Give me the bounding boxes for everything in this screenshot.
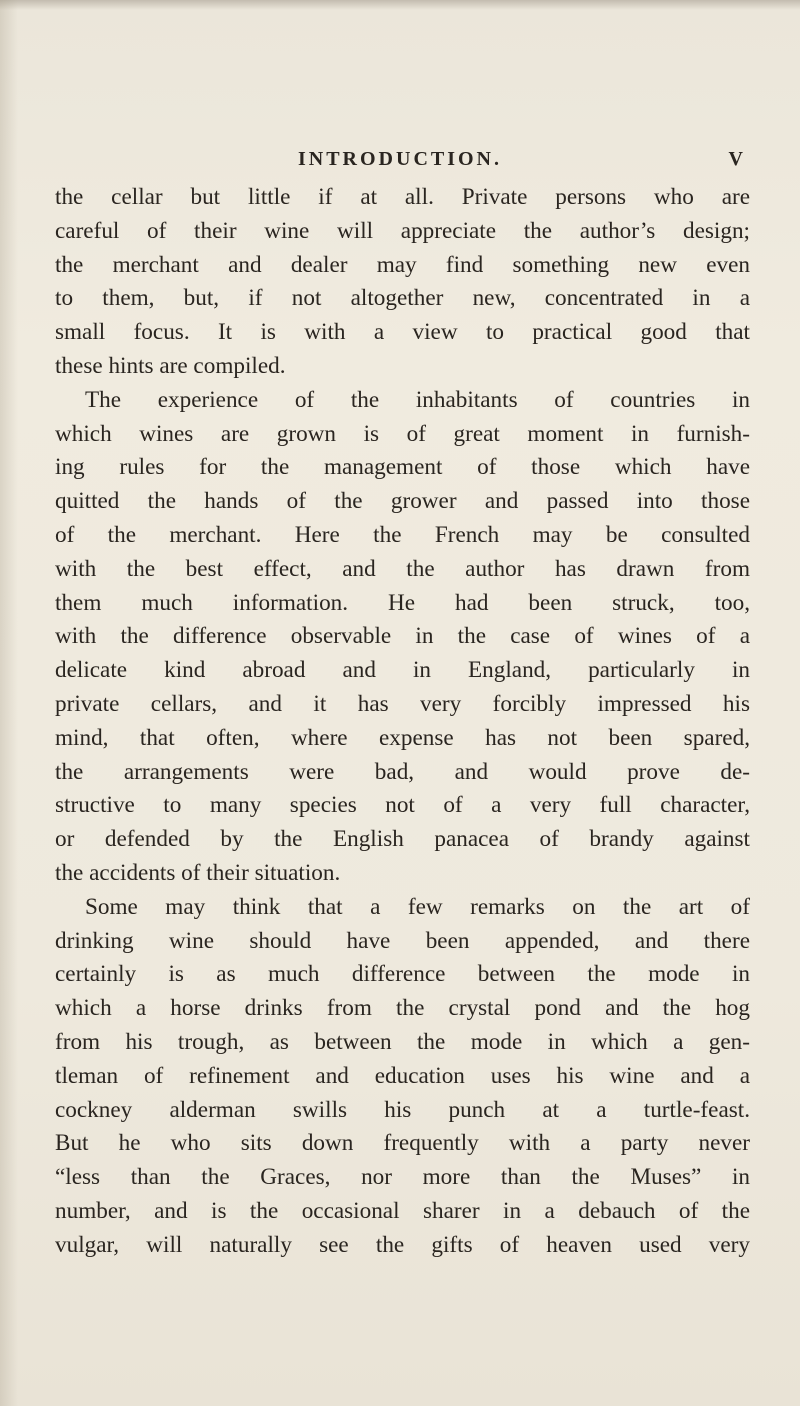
page-top-shadow: [0, 0, 800, 10]
text-line: careful of their wine will appreciate the author’s design;: [55, 217, 750, 244]
text-line: ing rules for the management of those which have: [55, 454, 750, 481]
text-line: The experience of the inhabitants of countries in: [85, 386, 750, 413]
body-text: [55, 181, 750, 1263]
text-line: cockney alderman swills his punch at a turtle-feast.: [55, 1096, 750, 1123]
text-line: structive to many species not of a very full character,: [55, 792, 750, 819]
text-line: number, and is the occasional sharer in a debauch of the: [55, 1197, 750, 1224]
text-line: these hints are compiled.: [55, 352, 286, 379]
text-line: the accidents of their situation.: [55, 859, 341, 886]
text-line: quitted the hands of the grower and passed into those: [55, 488, 750, 515]
text-line: vulgar, will naturally see the gifts of heaven used very: [55, 1231, 750, 1258]
running-title: INTRODUCTION.: [297, 148, 503, 170]
running-head: [0, 148, 800, 174]
text-line: or defended by the English panacea of brandy against: [55, 826, 750, 853]
page-gutter-shadow: [0, 0, 18, 1406]
text-line: which wines are grown is of great moment in furnish-: [55, 420, 750, 447]
text-line: which a horse drinks from the crystal pond and the hog: [55, 995, 750, 1022]
text-line: to them, but, if not altogether new, concentrated in a: [55, 285, 750, 312]
text-line: mind, that often, where expense has not been spared,: [55, 724, 750, 751]
text-line: drinking wine should have been appended, and there: [55, 927, 750, 954]
text-line: from his trough, as between the mode in which a gen-: [55, 1028, 750, 1055]
text-line: them much information. He had been struck, too,: [55, 589, 750, 616]
text-line: small focus. It is with a view to practical good that: [55, 319, 750, 346]
text-line: the cellar but little if at all. Private persons who are: [55, 184, 750, 210]
text-line: with the best effect, and the author has drawn from: [55, 555, 750, 582]
text-line: Some may think that a few remarks on the art of: [85, 893, 750, 920]
text-line: private cellars, and it has very forcibly impressed his: [55, 690, 750, 717]
text-line: But he who sits down frequently with a party never: [55, 1130, 750, 1157]
text-line: tleman of refinement and education uses his wine and a: [55, 1062, 750, 1089]
text-line: “less than the Graces, nor more than the Muses” in: [55, 1164, 750, 1191]
text-line: with the difference observable in the case of wines of a: [55, 623, 750, 650]
text-line: the merchant and dealer may find something new even: [55, 251, 750, 278]
text-line: delicate kind abroad and in England, particularly in: [55, 657, 750, 684]
text-line: of the merchant. Here the French may be consulted: [55, 521, 750, 548]
text-line: certainly is as much difference between the mode in: [55, 961, 750, 988]
page-number: V: [728, 148, 743, 170]
text-line: the arrangements were bad, and would prove de-: [55, 758, 750, 785]
